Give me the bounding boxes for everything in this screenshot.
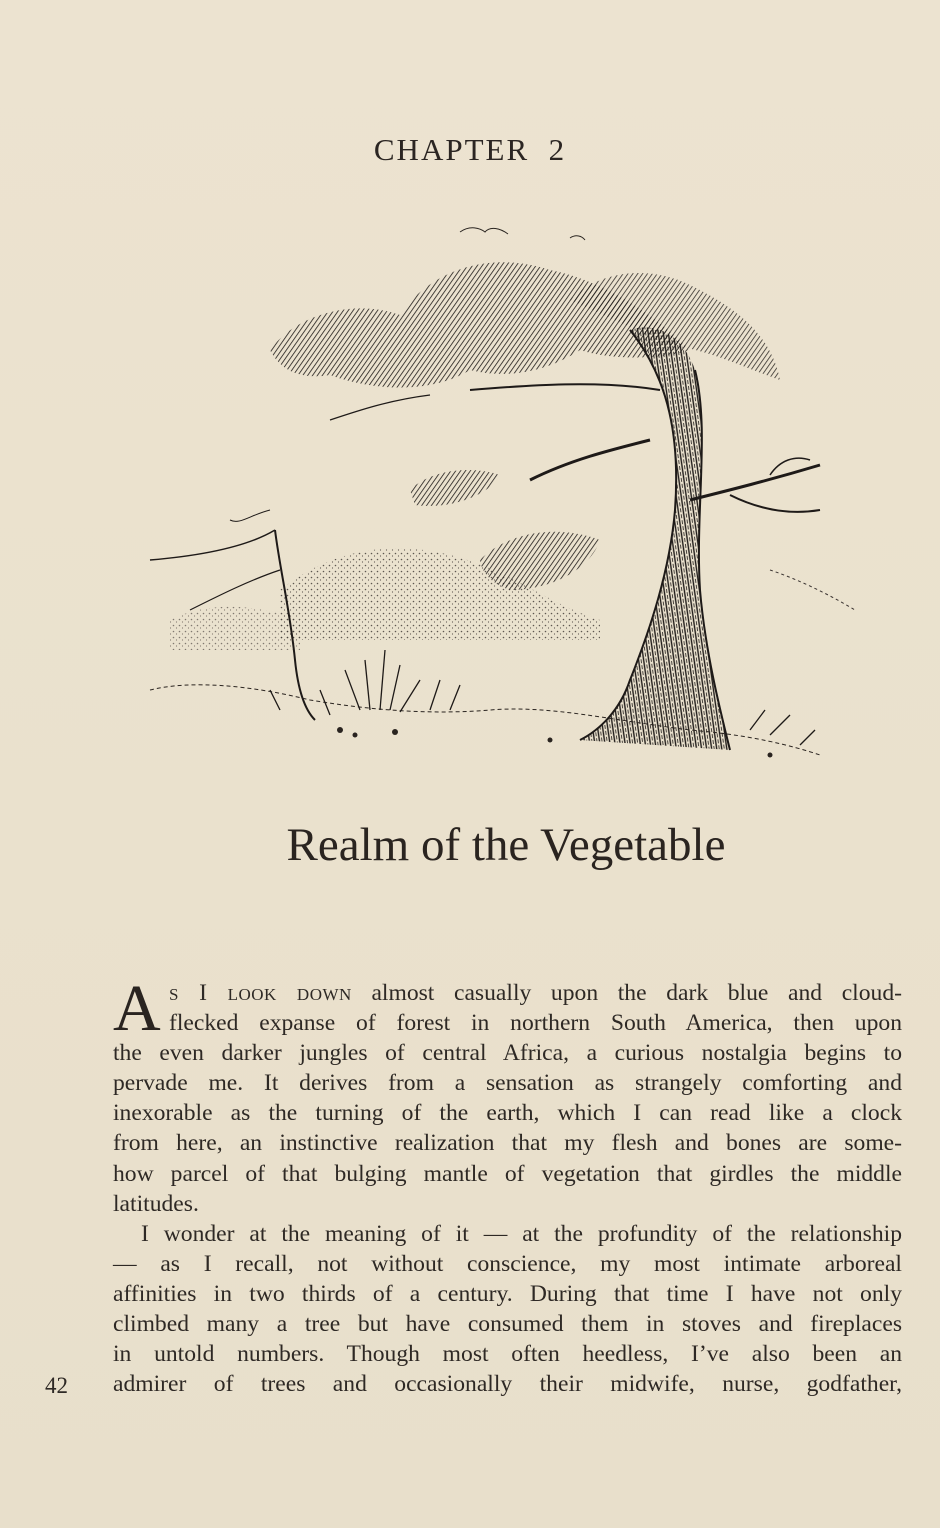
small-caps-opening: s I look down bbox=[169, 980, 352, 1006]
page-number: 42 bbox=[45, 1373, 68, 1398]
text-line: I wonder at the meaning of it — at the profundity of the relationship bbox=[141, 1220, 902, 1247]
text-line: pervade me. It derives from a sensation as strangely comforting and bbox=[113, 1070, 902, 1097]
text-line: — as I recall, not without conscience, my most intimate arboreal bbox=[113, 1250, 902, 1277]
text-line bbox=[113, 978, 902, 1008]
text-line: climbed many a tree but have consumed them in stoves and fireplaces bbox=[113, 1311, 902, 1338]
text-line: flecked expanse of forest in northern South America, then upon bbox=[169, 1010, 902, 1037]
text-line: admirer of trees and occasionally their midwife, nurse, godfather, bbox=[113, 1371, 902, 1398]
text-line: the even darker jungles of central Africa, a curious nostalgia begins to bbox=[113, 1040, 902, 1067]
text-line: how parcel of that bulging mantle of vegetation that girdles the middle bbox=[113, 1160, 902, 1187]
text-line: inexorable as the turning of the earth, which I can read like a clock bbox=[113, 1100, 902, 1127]
paragraph-1 bbox=[113, 972, 902, 1219]
text-line: latitudes. bbox=[113, 1190, 199, 1217]
drop-cap: A bbox=[113, 972, 161, 1045]
text-line: from here, an instinctive realization that my flesh and bones are some- bbox=[113, 1130, 902, 1157]
text-line: affinities in two thirds of a century. During that time I have not only bbox=[113, 1280, 902, 1307]
chapter-title: Realm of the Vegetable bbox=[286, 819, 726, 871]
paragraph-2 bbox=[113, 1219, 902, 1400]
chapter-heading: CHAPTER 2 bbox=[373, 132, 567, 167]
body-text bbox=[113, 972, 902, 1399]
text-line: in untold numbers. Though most often heedless, I’ve also been an bbox=[113, 1341, 902, 1368]
tree-landscape-illustration bbox=[130, 210, 870, 790]
text-line-content: almost casually upon the dark blue and cloud- bbox=[351, 980, 902, 1006]
